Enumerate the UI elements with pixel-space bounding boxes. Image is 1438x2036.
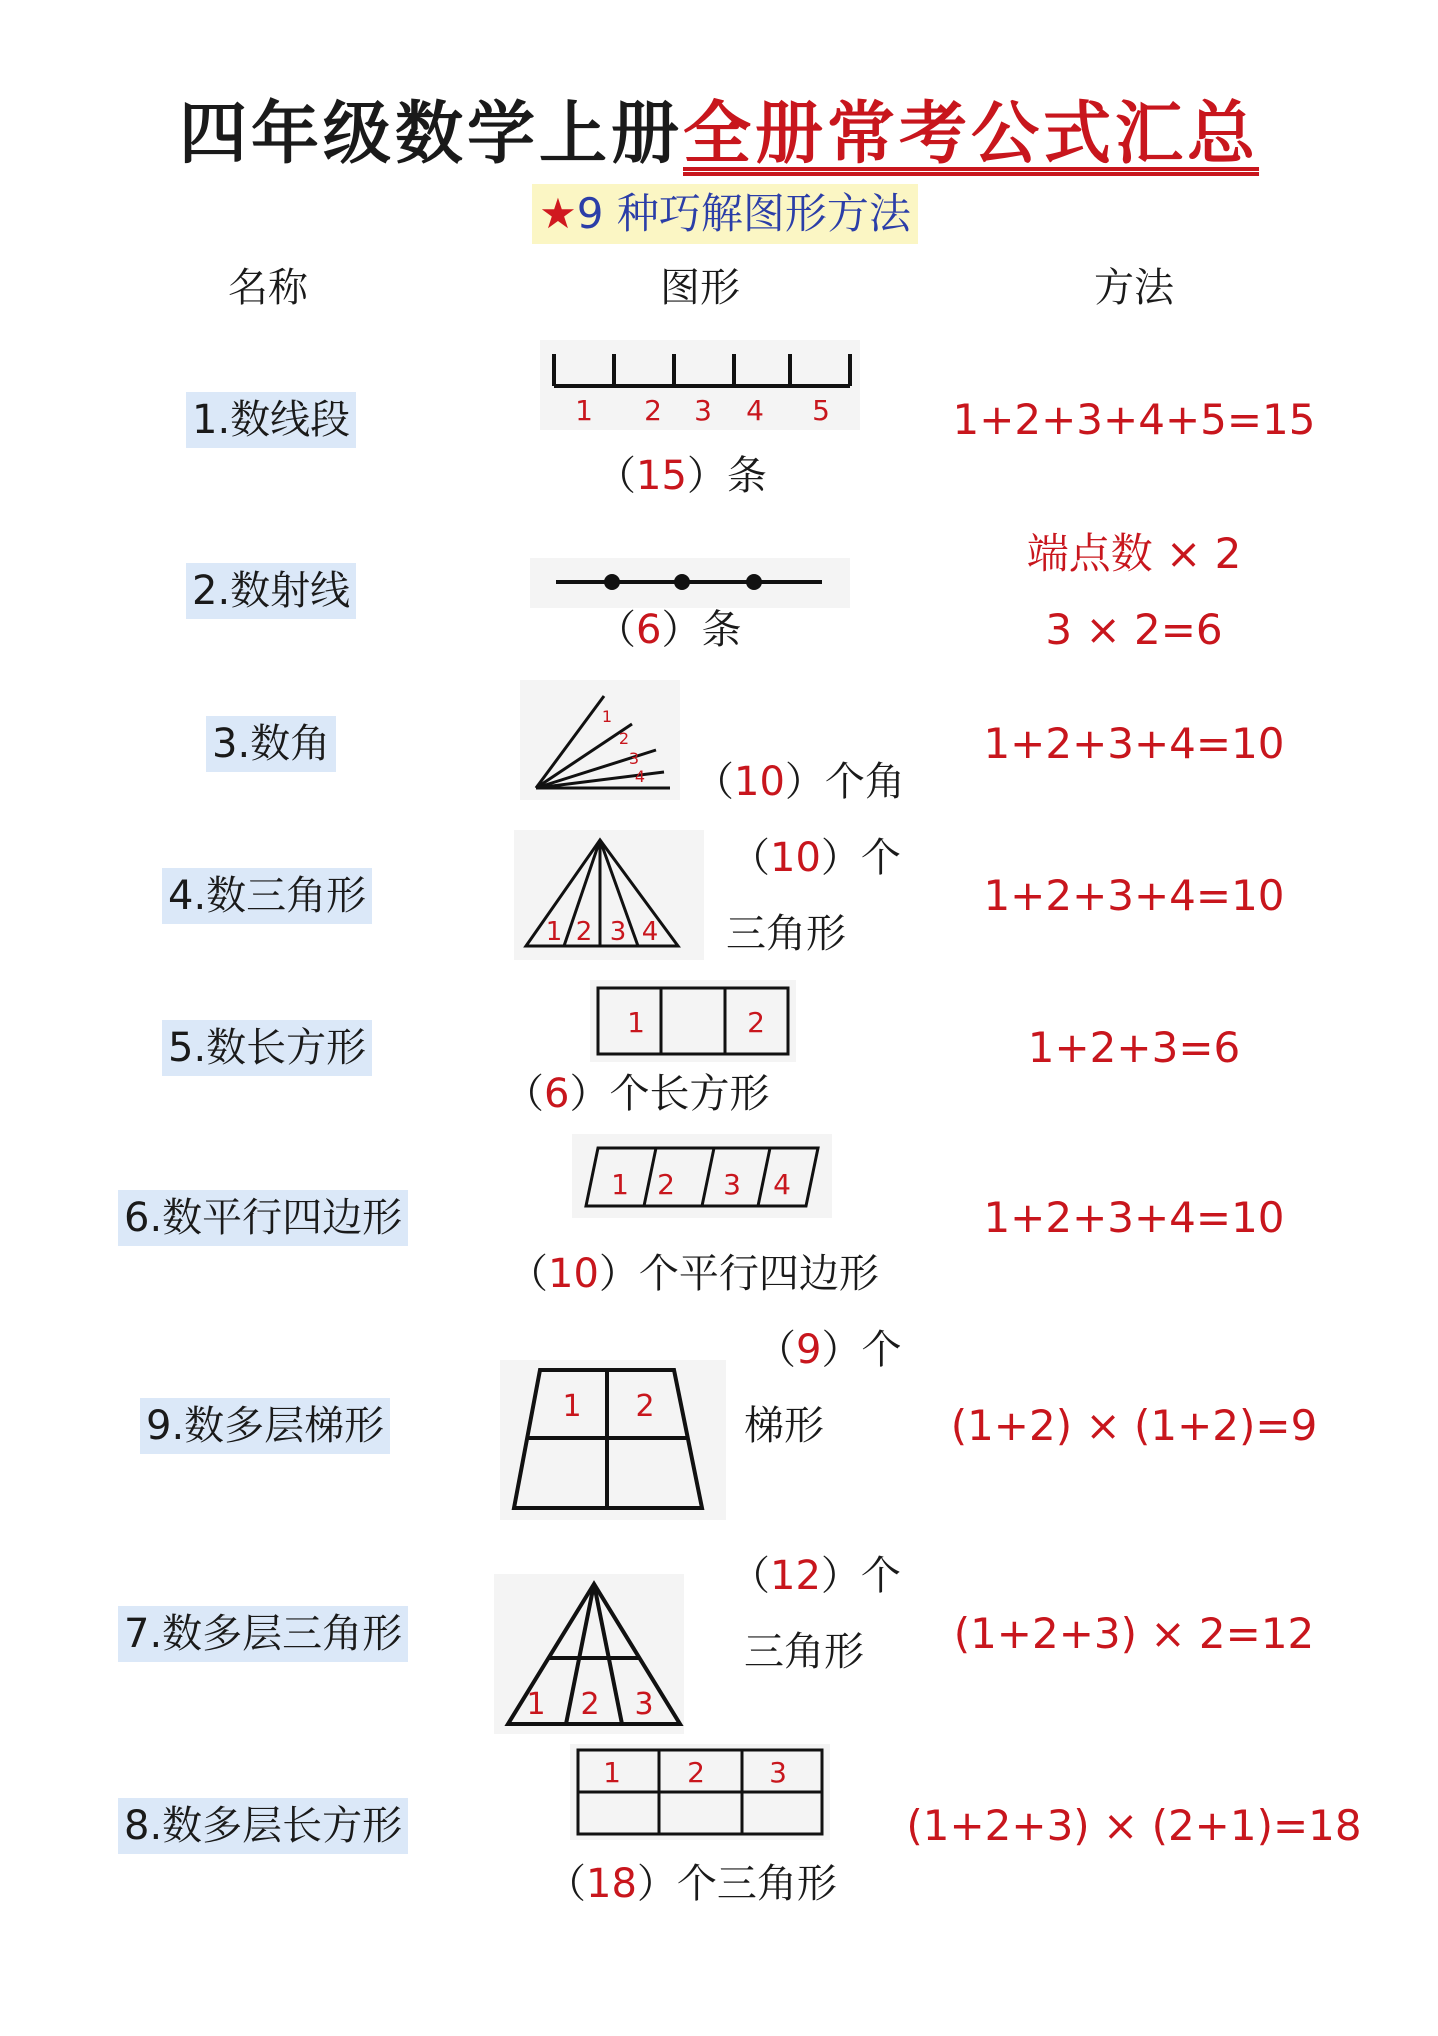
triangle-figure — [514, 830, 704, 960]
row-name-rays: 2.数射线 — [186, 563, 356, 619]
count-value: 10 — [770, 835, 821, 881]
layered-rectangle-label: 3 — [769, 1756, 787, 1789]
header-method: 方法 — [1094, 265, 1174, 311]
angle-label: 3 — [628, 749, 640, 768]
row-name-parallelograms: 6.数平行四边形 — [118, 1190, 408, 1246]
row-method: 1+2+3+4=10 — [983, 719, 1285, 768]
triangle-label: 4 — [641, 917, 659, 947]
trapezoid-label: 1 — [562, 1389, 582, 1424]
triangle-label: 1 — [545, 917, 563, 947]
count-open: （ — [694, 759, 734, 805]
segment-label: 4 — [746, 394, 764, 427]
trapezoid-figure — [500, 1360, 726, 1520]
layered-triangle-label: 2 — [580, 1687, 600, 1722]
subtitle-text: 9 种巧解图形方法 — [576, 189, 911, 238]
parallelogram-label: 3 — [723, 1168, 741, 1201]
row-count-line-2: 三角形 — [744, 1629, 864, 1675]
row-count — [596, 602, 741, 658]
layered-triangle-figure — [494, 1574, 684, 1734]
row-method: 1+2+3+4=10 — [983, 1193, 1285, 1242]
count-close: ）个角 — [784, 759, 905, 805]
count-open: （ — [596, 607, 636, 653]
count-open: （ — [546, 1861, 586, 1907]
count-close: ）条 — [661, 607, 742, 653]
ray-figure — [530, 558, 850, 608]
row-count — [730, 1548, 901, 1604]
rectangle-figure — [590, 980, 796, 1062]
row-method-line-2: 3 × 2=6 — [1045, 605, 1223, 654]
trapezoid-label: 2 — [635, 1389, 655, 1424]
triangle-label: 3 — [609, 917, 627, 947]
segment-label: 2 — [644, 394, 662, 427]
count-open: （ — [508, 1251, 548, 1297]
count-open: （ — [730, 835, 770, 881]
header-name: 名称 — [228, 265, 308, 311]
star-icon: ★ — [539, 189, 577, 238]
layered-triangle-label: 3 — [634, 1687, 654, 1722]
count-value: 18 — [586, 1861, 637, 1907]
count-close: ）个 — [821, 1327, 902, 1373]
row-name-line-segments: 1.数线段 — [186, 392, 356, 448]
count-value: 9 — [796, 1327, 822, 1373]
count-open: （ — [596, 453, 636, 499]
row-method: 1+2+3+4=10 — [983, 871, 1285, 920]
count-close: ）条 — [686, 453, 767, 499]
row-name-layered-trapezoids: 9.数多层梯形 — [140, 1398, 390, 1454]
angle-label: 1 — [601, 707, 613, 726]
header-figure: 图形 — [660, 265, 740, 311]
row-method: 1+2+3+4+5=15 — [952, 395, 1316, 444]
triangle-label: 2 — [575, 917, 593, 947]
count-open: （ — [504, 1071, 544, 1117]
count-open: （ — [730, 1553, 770, 1599]
row-count — [508, 1246, 879, 1302]
layered-triangle-label: 1 — [526, 1687, 546, 1722]
row-count — [694, 754, 905, 810]
row-count — [730, 830, 901, 886]
parallelogram-label: 1 — [611, 1168, 629, 1201]
row-name-layered-rectangles: 8.数多层长方形 — [118, 1798, 408, 1854]
subtitle — [532, 184, 918, 244]
count-value: 10 — [734, 759, 785, 805]
layered-rectangle-figure — [570, 1744, 830, 1840]
count-close: ）个 — [820, 835, 901, 881]
row-count — [546, 1856, 837, 1912]
page-title — [0, 80, 1438, 177]
row-count — [504, 1066, 769, 1122]
layered-rectangle-label: 1 — [603, 1756, 621, 1789]
segment-label: 3 — [694, 394, 712, 427]
row-name-triangles: 4.数三角形 — [162, 868, 372, 924]
count-value: 6 — [636, 607, 662, 653]
count-close: ）个三角形 — [636, 1861, 837, 1907]
parallelogram-figure — [572, 1134, 832, 1218]
row-count-line-2: 梯形 — [744, 1403, 824, 1449]
segment-label: 5 — [812, 394, 830, 427]
count-open: （ — [756, 1327, 796, 1373]
row-name-layered-triangles: 7.数多层三角形 — [118, 1606, 408, 1662]
angle-label: 2 — [618, 729, 630, 748]
count-value: 15 — [636, 453, 687, 499]
row-method: 1+2+3=6 — [1027, 1023, 1241, 1072]
row-method: (1+2) × (1+2)=9 — [950, 1401, 1318, 1450]
row-method-line-1: 端点数 × 2 — [1026, 529, 1242, 578]
angle-figure — [520, 680, 680, 800]
count-value: 6 — [544, 1071, 570, 1117]
row-name-angles: 3.数角 — [206, 716, 336, 772]
rectangle-label: 1 — [627, 1006, 645, 1039]
count-close: ）个长方形 — [569, 1071, 770, 1117]
segment-label: 1 — [575, 394, 593, 427]
row-count-line-2: 三角形 — [726, 911, 846, 957]
title-black: 四年级数学上册 — [178, 95, 683, 174]
count-close: ）个平行四边形 — [598, 1251, 879, 1297]
layered-rectangle-label: 2 — [687, 1756, 705, 1789]
angle-label: 4 — [634, 767, 646, 786]
row-count — [756, 1322, 901, 1378]
row-method: (1+2+3) × 2=12 — [953, 1609, 1315, 1658]
title-red: 全册常考公式汇总 — [683, 95, 1260, 174]
count-value: 12 — [770, 1553, 821, 1599]
parallelogram-label: 2 — [657, 1168, 675, 1201]
count-close: ）个 — [820, 1553, 901, 1599]
line-segment-figure — [540, 340, 860, 430]
row-method: (1+2+3) × (2+1)=18 — [906, 1801, 1362, 1850]
parallelogram-label: 4 — [773, 1168, 791, 1201]
count-value: 10 — [548, 1251, 599, 1297]
row-name-rectangles: 5.数长方形 — [162, 1020, 372, 1076]
row-count — [596, 448, 767, 504]
rectangle-label: 2 — [747, 1006, 765, 1039]
